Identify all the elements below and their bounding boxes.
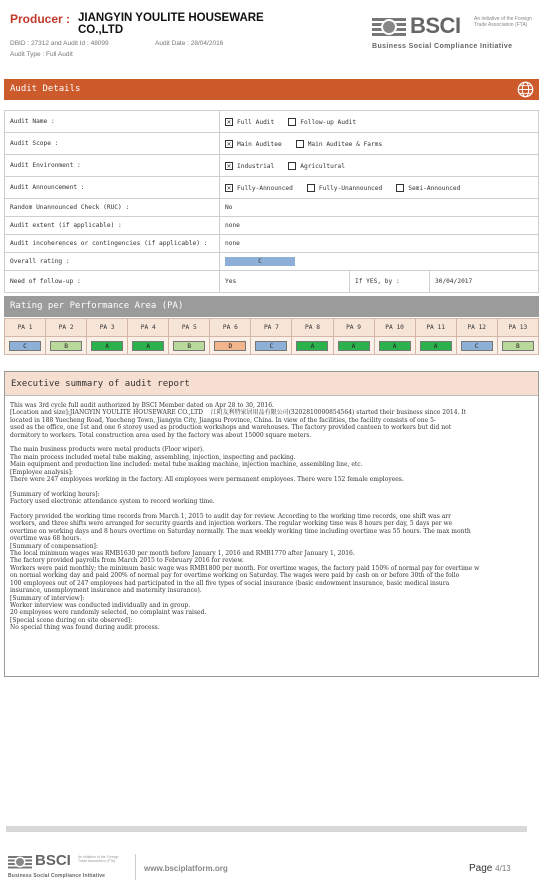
summary-line: No special thing was found during audit process. — [10, 624, 160, 632]
pa-grade-cell — [169, 337, 210, 355]
page-indicator — [469, 863, 511, 874]
footer-separator — [135, 854, 136, 880]
pa-grade-cell — [374, 337, 415, 355]
follow-up-value: Yes — [220, 271, 350, 293]
footer-logo-text: BSCI — [35, 852, 71, 869]
executive-summary-body — [5, 396, 538, 638]
audit-extent-value: none — [220, 217, 539, 235]
audit-option — [225, 162, 274, 170]
audit-date-text: Audit Date : 28/04/2016 — [155, 40, 224, 47]
summary-line: The local minimum wages was RMB1630 per month before January 1, 2016 and RMB1770 after January 1, 2016. — [10, 550, 355, 558]
summary-line: dormitory to workers. Total construction area used by the factory was about 15000 square meters. — [10, 431, 312, 439]
audit-option — [296, 140, 383, 148]
audit-option — [288, 118, 356, 126]
pa-grade-cell — [292, 337, 333, 355]
logo-text: BSCI — [410, 13, 461, 38]
incoherence-label: Audit incoherences or contingencies (if applicable) : — [5, 235, 220, 253]
follow-up-by-label: If YES, by : — [350, 271, 430, 293]
audit-option-label: Fully-Unannounced — [318, 184, 383, 192]
pa-grade-row — [5, 337, 539, 355]
empty-checkbox-icon — [396, 184, 404, 192]
summary-line: used as the office, one 1st and one 6 storey used as production workshops and warehouses. The factory provided canteen to workers but did not — [10, 424, 452, 432]
audit-details-header — [4, 79, 539, 100]
follow-up-date: 30/04/2017 — [430, 271, 539, 293]
bsci-logo-icon — [372, 16, 406, 38]
follow-up-row — [5, 271, 539, 293]
summary-line: Factory used electronic attendance system to record working time. — [10, 498, 215, 506]
pa-grade-cell — [128, 337, 169, 355]
pa-grade-cell — [415, 337, 456, 355]
globe-icon — [517, 81, 534, 98]
audit-detail-label: Audit Environment : — [5, 155, 220, 177]
pa-label: PA 12 — [456, 319, 497, 337]
checked-checkbox-icon: ✕ — [226, 183, 232, 192]
summary-line: The main process included metal tube making, assembling, injection, inspecting and packing. — [10, 453, 296, 461]
audit-option — [225, 184, 293, 192]
summary-line — [10, 483, 533, 490]
summary-line: on normal working day and paid 200% of normal pay for overtime working on Saturday. The wages were paid by cash on or before 30th of the follo — [10, 572, 460, 580]
audit-option-label: Main Auditee — [237, 140, 282, 148]
audit-detail-row — [5, 177, 539, 199]
rating-header — [4, 296, 539, 317]
platform-link[interactable]: www.bsciplatform.org — [144, 864, 228, 873]
pa-label: PA 11 — [415, 319, 456, 337]
pa-grade-cell — [87, 337, 128, 355]
summary-line: 100 employees out of 247 employees had participated in the all five types of social insurance (basic endowment insurance, basic medical insura — [10, 579, 450, 587]
audit-option-label: Semi-Announced — [408, 184, 461, 192]
audit-option-label: Main Auditee & Farms — [307, 140, 383, 148]
audit-option — [396, 184, 460, 192]
overall-rating-badge: C — [225, 257, 295, 266]
audit-detail-row — [5, 133, 539, 155]
pa-grade-badge: C — [9, 341, 41, 351]
random-check-value: No — [220, 199, 539, 217]
checked-checkbox-icon: ✕ — [226, 117, 232, 126]
audit-option-label: Industrial — [237, 162, 275, 170]
dbid-text: DBID : 27312 and Audit Id : 48099 — [10, 40, 109, 47]
incoherence-row — [5, 235, 539, 253]
page-label: Page — [469, 863, 493, 874]
overall-rating-row — [5, 253, 539, 271]
summary-line: workers, and three shifts were arranged for security guards and injection workers. The regular working time was 8 hours per day, 5 days per we — [10, 520, 453, 528]
page-number: 4/13 — [495, 864, 511, 873]
random-check-label: Random Unannounced Check (RUC) : — [5, 199, 220, 217]
empty-checkbox-icon — [307, 184, 315, 192]
audit-detail-label: Audit Scope : — [5, 133, 220, 155]
pa-grade-badge: B — [50, 341, 82, 351]
pa-label: PA 1 — [5, 319, 46, 337]
pa-label: PA 8 — [292, 319, 333, 337]
audit-type-text: Audit Type : Full Audit — [10, 51, 73, 58]
summary-line: 20 employees were randomly selected, no complaint was raised. — [10, 609, 207, 617]
footer-bsci-logo — [8, 852, 133, 882]
executive-summary — [4, 371, 539, 677]
executive-summary-title: Executive summary of audit report — [5, 372, 538, 396]
audit-option-label: Follow-up Audit — [300, 118, 357, 126]
pa-grade-badge: A — [338, 341, 370, 351]
audit-detail-label: Audit Name : — [5, 111, 220, 133]
summary-line: overtime was 68 hours. — [10, 535, 82, 543]
summary-line: [Summary of interview]: — [10, 594, 85, 602]
audit-extent-row — [5, 217, 539, 235]
pa-grade-cell — [456, 337, 497, 355]
random-check-row — [5, 199, 539, 217]
audit-option — [288, 162, 345, 170]
footer-divider — [6, 826, 527, 832]
logo-subtitle: Business Social Compliance Initiative — [372, 43, 513, 50]
rating-title: Rating per Performance Area (PA) — [10, 301, 184, 311]
summary-line: [Summary of working hours]: — [10, 490, 100, 498]
footer-logo-subtitle: Business Social Compliance Initiative — [8, 873, 106, 879]
pa-label: PA 9 — [333, 319, 374, 337]
pa-label: PA 7 — [251, 319, 292, 337]
audit-detail-label: Audit Announcement : — [5, 177, 220, 199]
audit-details-table — [4, 110, 539, 293]
pa-grade-badge: A — [379, 341, 411, 351]
producer-label: Producer : — [10, 12, 71, 26]
pa-label: PA 5 — [169, 319, 210, 337]
summary-line: There were 247 employees working in the factory. All employees were permanent employees. There were 152 female employees. — [10, 476, 404, 484]
summary-line: [Special scene during on site observed]: — [10, 616, 133, 624]
incoherence-value: none — [220, 235, 539, 253]
pa-grade-badge: B — [173, 341, 205, 351]
audit-detail-row — [5, 111, 539, 133]
pa-grade-cell — [210, 337, 251, 355]
pa-grade-cell — [251, 337, 292, 355]
pa-label: PA 6 — [210, 319, 251, 337]
pa-grade-badge: A — [420, 341, 452, 351]
summary-line: The factory provided payrolls from March 2015 to February 2016 for review. — [10, 557, 244, 565]
pa-label: PA 3 — [87, 319, 128, 337]
checked-checkbox-icon: ✕ — [226, 161, 232, 170]
summary-line: [Location and size]:JIANGYIN YOULITE HOUSEWARE CO.,LTD 江阴友利特家居用品有限公司(3202810000854564) started their business since 2014. It — [10, 409, 467, 417]
pa-label: PA 13 — [497, 319, 538, 337]
pa-rating-table — [4, 318, 539, 355]
empty-checkbox-icon — [296, 140, 304, 148]
audit-option — [225, 140, 282, 148]
summary-line: Worker interview was conducted individually and in group. — [10, 601, 191, 609]
summary-line: insurance, unemployment insurance and maternity insurance). — [10, 587, 202, 595]
summary-line — [10, 439, 533, 446]
pa-grade-cell — [46, 337, 87, 355]
pa-header-row — [5, 319, 539, 337]
summary-line: This was 3rd cycle full audit authorized by BSCI Member dated on Apr 28 to 30, 2016. — [10, 402, 274, 409]
summary-line: overtime on working days and 8 hours overtime on Saturday normally. The max weekly working time including overtime was 55 hours. The max month — [10, 527, 471, 535]
summary-line: [Employee analysis]: — [10, 468, 73, 476]
follow-up-label: Need of follow-up : — [5, 271, 220, 293]
summary-line — [10, 506, 533, 513]
audit-option — [225, 118, 274, 126]
logo-tagline: An initiative of the Foreign Trade Association (FTA) — [474, 16, 532, 28]
pa-grade-cell — [497, 337, 538, 355]
audit-details-title: Audit Details — [10, 84, 81, 94]
pa-label: PA 2 — [46, 319, 87, 337]
audit-option-label: Fully-Announced — [237, 184, 293, 192]
summary-line: Main equipment and production line included: metal tube making machine, injection machine, assembling line, etc. — [10, 461, 363, 469]
audit-option-label: Agricultural — [300, 162, 345, 170]
overall-rating-label: Overall rating : — [5, 253, 220, 271]
summary-line: [Summary of compensation]: — [10, 542, 98, 550]
empty-checkbox-icon — [288, 118, 296, 126]
pa-grade-cell — [333, 337, 374, 355]
pa-grade-badge: C — [461, 341, 493, 351]
audit-option-label: Full Audit — [237, 118, 275, 126]
bsci-logo — [372, 12, 542, 56]
pa-grade-badge: A — [91, 341, 123, 351]
footer-bsci-logo-icon — [8, 855, 32, 869]
audit-extent-label: Audit extent (if applicable) : — [5, 217, 220, 235]
pa-label: PA 10 — [374, 319, 415, 337]
summary-line: The main business products were metal products (Floor wiper). — [10, 446, 205, 454]
pa-grade-badge: C — [255, 341, 287, 351]
pa-grade-badge: A — [132, 341, 164, 351]
pa-grade-badge: A — [296, 341, 328, 351]
pa-grade-badge: D — [214, 341, 246, 351]
empty-checkbox-icon — [288, 162, 296, 170]
summary-line: Workers were paid monthly; the minimum basic wage was RMB1800 per month. For overtime wages, the factory paid 150% of normal pay for overtime w — [10, 564, 480, 572]
audit-detail-row — [5, 155, 539, 177]
summary-line: located in 188 Yuecheng Road, Yuecheng Town, Jiangyin City, Jiangsu Province, China. In view of the facilities, the facility consists of one 5- — [10, 416, 436, 424]
pa-grade-cell — [5, 337, 46, 355]
audit-option — [307, 184, 382, 192]
producer-name: JIANGYIN YOULITE HOUSEWARE CO.,LTD — [78, 12, 264, 36]
footer-logo-tagline: An initiative of the Foreign Trade Association (FTA) — [78, 855, 119, 863]
checked-checkbox-icon: ✕ — [226, 139, 232, 148]
pa-label: PA 4 — [128, 319, 169, 337]
pa-grade-badge: B — [502, 341, 534, 351]
summary-line: Factory provided the working time records from March 1, 2015 to audit day for review. According to the working time records, one shift was arr — [10, 513, 452, 521]
